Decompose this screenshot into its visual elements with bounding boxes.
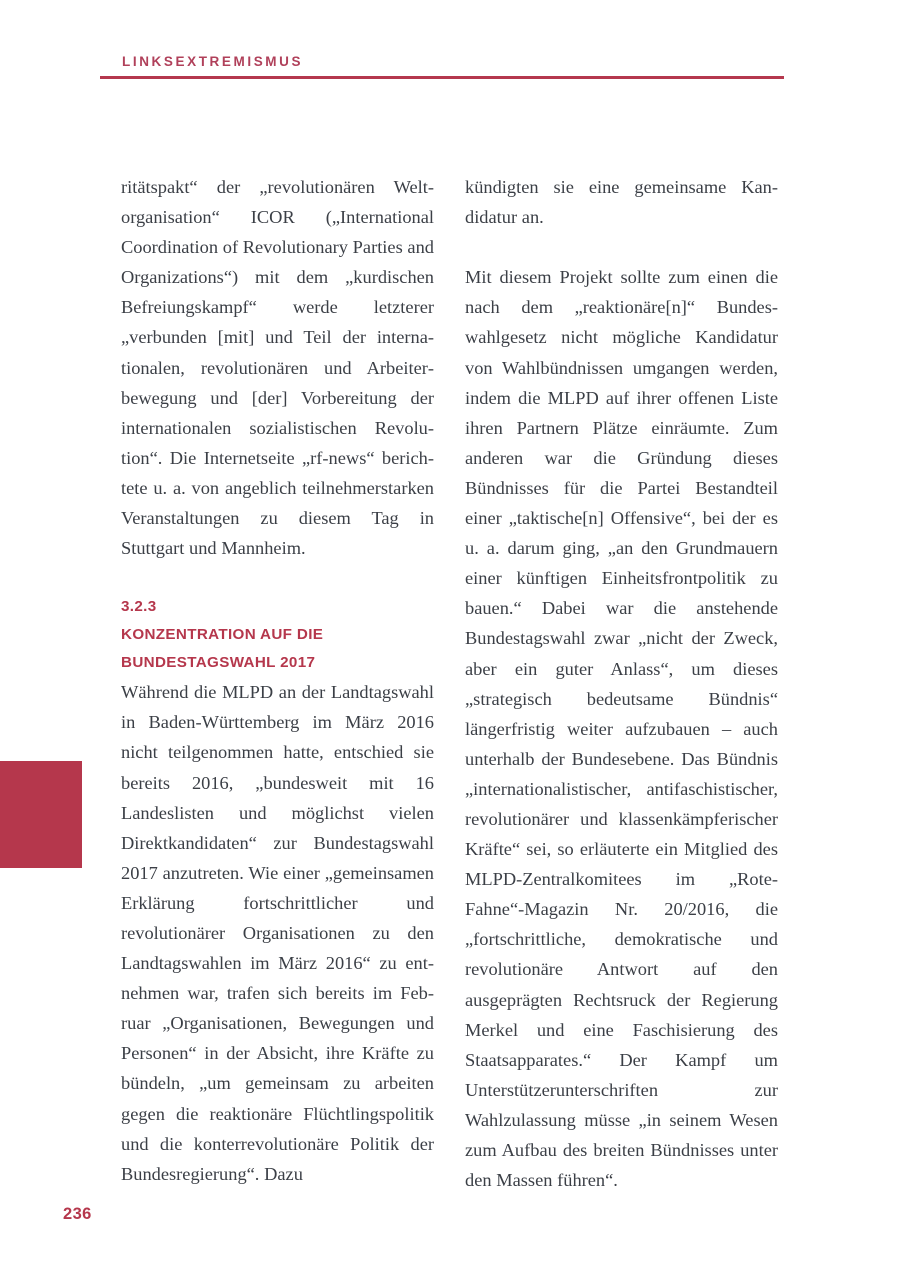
paragraph: Während die MLPD an der Landtagswahl in Baden-Württemberg im März 2016 nicht teilgenommen hatte, entschied sie bereits 2016, „bundesweit mit 16 Landeslisten und möglichst vielen Direktkandidaten“ zur Bundestagswahl 2017 anzutreten. Wie einer „gemeinsamen Erklärung fortschrittlicher und revolutionärer Organisationen zu den Landtagswahlen im März 2016“ zu entnehmen war, trafen sich bereits im Februar „Organisationen, Bewegungen und Personen“ in der Absicht, ihre Kräfte zu bündeln, „um gemeinsam zu arbeiten gegen die reaktionäre Flüchtlingspolitik und die konterrevolutionäre Politik der Bundesregierung“. Dazu xyxy=(121,682,434,1184)
header-rule xyxy=(100,76,784,79)
paragraph: kündigten sie eine gemeinsame Kandidatur an. xyxy=(465,177,778,228)
paragraph: Mit diesem Projekt sollte zum einen die nach dem „reaktionäre[n]“ Bundeswahlgesetz nicht mögliche Kandidatur von Wahlbündnissen umgangen werden, indem die MLPD auf ihrer offenen Liste ihren Partnern Plätze einräumte. Zum anderen war die Gründung dieses Bündnisses für die Partei Bestandteil einer „taktische[n] Offensive“, bei der es u. a. darum ging, „an den Grundmauern einer künftigen Einheitsfrontpolitik zu bauen.“ Dabei war die anstehende Bundestagswahl zwar „nicht der Zweck, aber ein guter Anlass“, um dieses „strategisch bedeutsame Bündnis“ längerfristig weiter aufzubauen – auch unterhalb der Bundesebene. Das Bündnis „internationalistischer, antifaschistischer, revolutionärer und klassenkämpferischer Kräfte“ sei, so erläuterte ein Mitglied des MLPD-Zentralkomitees im „Rote-Fahne“-Magazin Nr. 20/2016, die „fortschrittliche, demokratische und revolutionäre Antwort auf den ausgeprägten Rechtsruck der Regierung Merkel und eine Faschisierung des Staatsapparates.“ Der Kampf um Unterstützerunterschriften zur Wahlzulassung müsse „in seinem Wesen zum Aufbau des breiten Bündnisses unter den Massen führen“. xyxy=(465,267,778,1191)
running-head xyxy=(121,55,784,76)
column-left xyxy=(121,172,434,1189)
page-number: 236 xyxy=(63,1205,92,1223)
section-number: 3.2.3 xyxy=(121,598,157,616)
section-title: KONZENTRATION AUF DIE BUNDESTAGSWAHL 2017 xyxy=(121,626,324,672)
section-heading xyxy=(121,593,434,677)
running-head-label: LINKSEXTREMISMUS xyxy=(122,54,304,69)
text-columns xyxy=(121,172,778,1191)
column-right xyxy=(465,172,778,1195)
chapter-thumb-tab xyxy=(0,761,82,868)
paragraph: ritätspakt“ der „revolutionären Weltorganisation“ ICOR („International Coordination of Revolutionary Parties and Organizations“) mit dem „kurdischen Befreiungskampf“ werde letzterer „verbunden [mit] und Teil der internationalen, revolutionären und Arbeiterbewegung und [der] Vorbereitung der internationalen sozialistischen Revolution“. Die Internetseite „rf-news“ berichtete u. a. von angeblich teilnehmerstarken Veranstaltungen zu diesem Tag in Stuttgart und Mannheim. xyxy=(121,177,434,559)
